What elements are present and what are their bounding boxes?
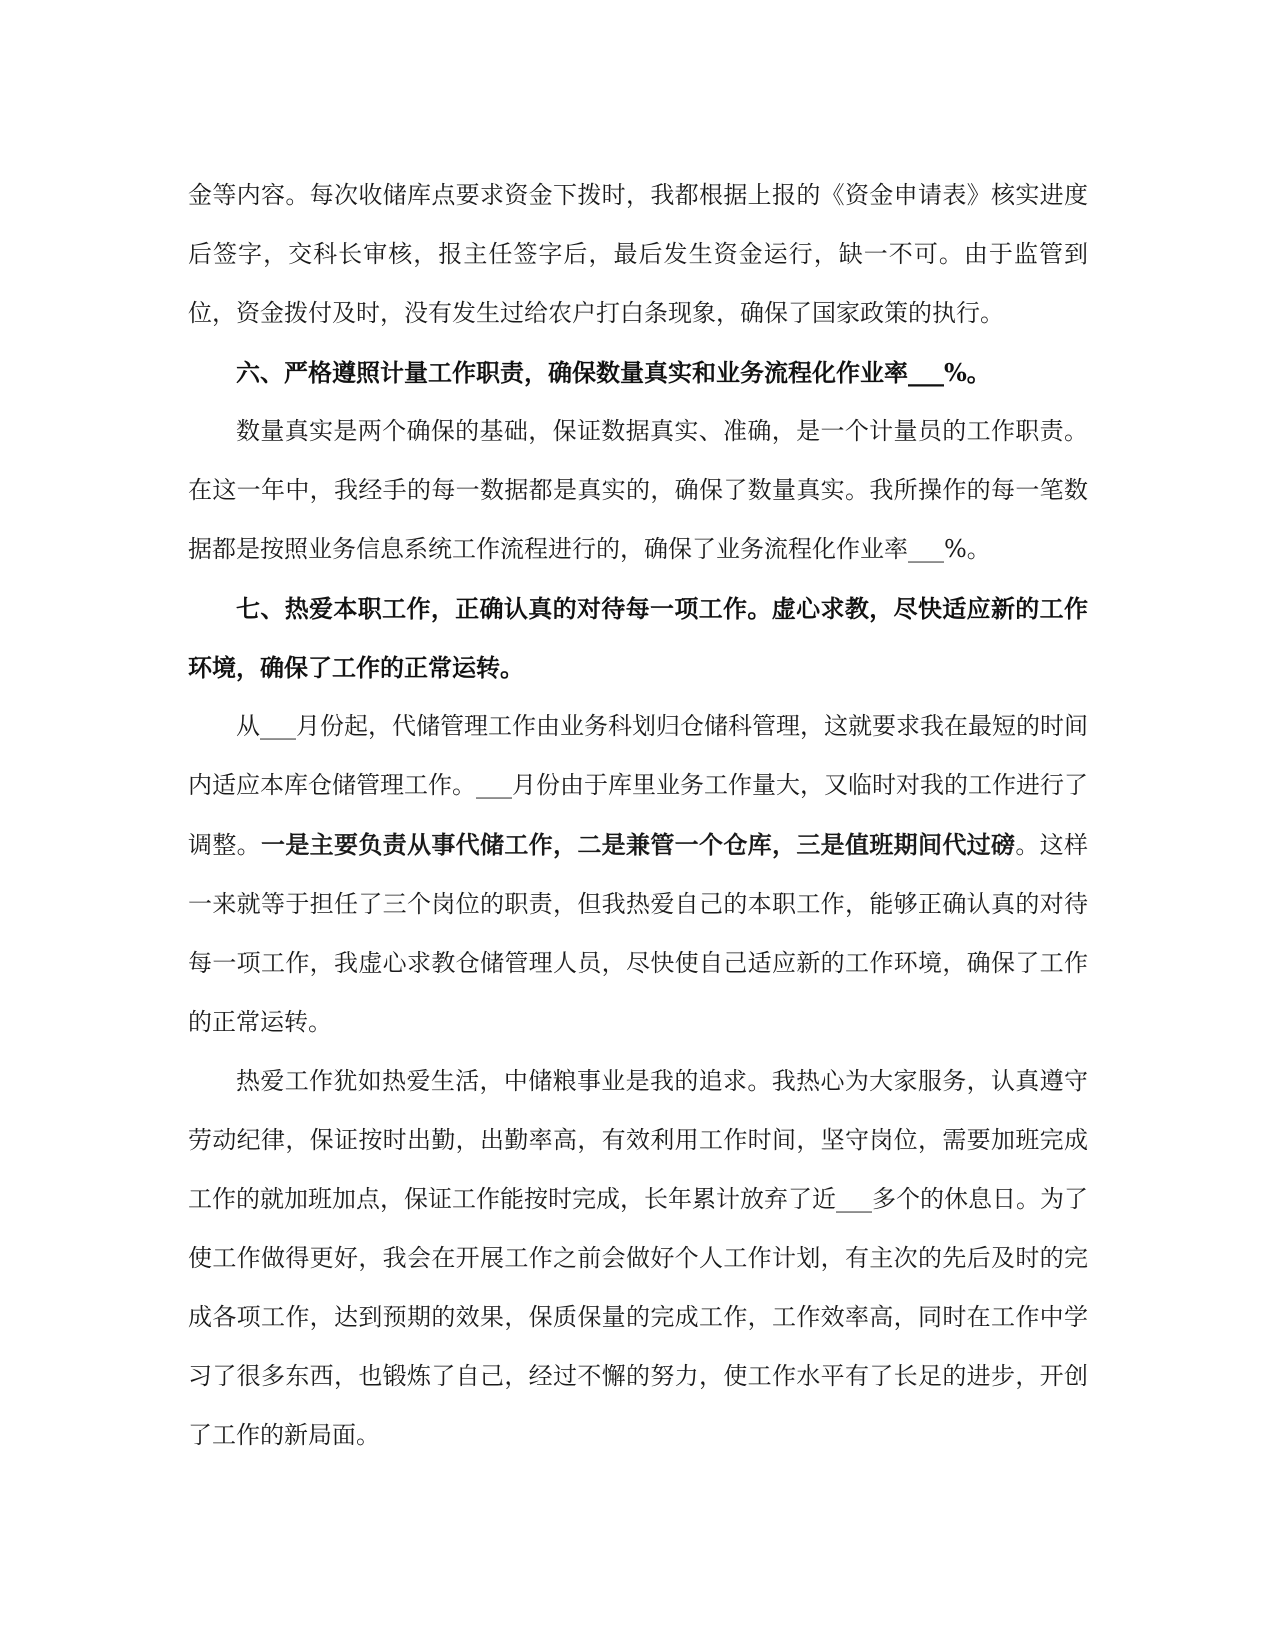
paragraph-job-adjustment-text-1: 从___月份起，代储管理工作由业务科划归仓储科管理，这就要求我在最短的时间内适应本库仓储管理工作。___月份由于库里业务工作量大，又临时对我的工作进行了调整。 [188, 712, 1088, 859]
paragraph-work-attitude: 热爱工作犹如热爱生活，中储粮事业是我的追求。我热心为大家服务，认真遵守劳动纪律，保证按时出勤，出勤率高，有效利用工作时间，坚守岗位，需要加班完成工作的就加班加点，保证工作能按时完成，长年累计放弃了近___多个的休息日。为了使工作做得更好，我会在开展工作之前会做好个人工作计划，有主次的先后及时的完成各项工作，达到预期的效果，保质保量的完成工作，工作效率高，同时在工作中学习了很多东西，也锻炼了自己，经过不懈的努力，使工作水平有了长足的进步，开创了工作的新局面。 [188, 1067, 1088, 1449]
paragraph-job-adjustment-text-2: 。这样一来就等于担任了三个岗位的职责，但我热爱自己的本职工作，能够正确认真的对待每一项工作，我虚心求教仓储管理人员，尽快使自己适应新的工作环境，确保了工作的正常运转。 [188, 831, 1089, 1036]
section-heading-six: 六、严格遵照计量工作职责，确保数量真实和业务流程化作业率___%。 [236, 358, 991, 387]
paragraph-fund-supervision: 金等内容。每次收储库点要求资金下拨时，我都根据上报的《资金申请表》核实进度后签字，交科长审核，报主任签字后，最后发生资金运行，缺一不可。由于监管到位，资金拨付及时，没有发生过给农户打白条现象，确保了国家政策的执行。 [188, 181, 1088, 327]
document-body [188, 166, 1088, 1465]
paragraph-job-adjustment-bold: 一是主要负责从事代储工作，二是兼管一个仓库，三是值班期间代过磅 [261, 830, 1016, 859]
paragraph-data-accuracy: 数量真实是两个确保的基础，保证数据真实、准确，是一个计量员的工作职责。在这一年中，我经手的每一数据都是真实的，确保了数量真实。我所操作的每一笔数据都是按照业务信息系统工作流程进行的，确保了业务流程化作业率___%。 [188, 417, 1088, 563]
section-heading-seven: 七、热爱本职工作，正确认真的对待每一项工作。虚心求教，尽快适应新的工作环境，确保了工作的正常运转。 [188, 594, 1088, 682]
paragraph-job-adjustment [188, 697, 1088, 1052]
